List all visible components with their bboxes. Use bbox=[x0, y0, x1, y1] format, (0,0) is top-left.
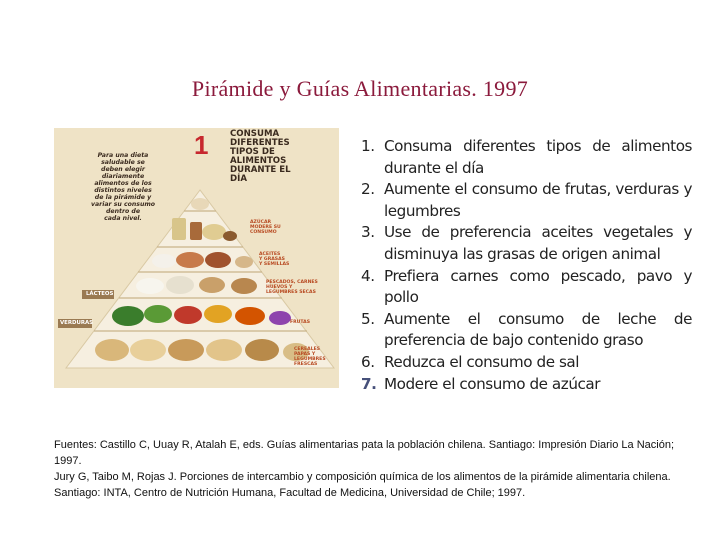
guideline-number: 5. bbox=[361, 309, 375, 328]
pyramid-level-label: FRUTAS bbox=[290, 320, 311, 325]
guideline-item bbox=[361, 222, 692, 265]
guideline-text: Consuma diferentes tipos de alimentos durante el día bbox=[384, 137, 692, 177]
guideline-text: Aumente el consumo de leche de preferencia de bajo contenido graso bbox=[384, 309, 692, 350]
source-reference: Jury G, Taibo M, Rojas J. Porciones de intercambio y composición química de los alimentos de la pirámide alimentaria chilena. Santiago: INTA, Centro de Nutrición Humana, Facultad de Medicina, Universidad de Chile; 1997. bbox=[54, 471, 671, 499]
pyramid-level-label: AZÚCAR MODERE SU CONSUMO bbox=[250, 220, 281, 235]
pyramid-level-label: PESCADOS, CARNES HUEVOS Y LEGUMBRES SECAS bbox=[266, 280, 318, 295]
guideline-number: 4. bbox=[361, 266, 375, 285]
guideline-text: Reduzca el consumo de sal bbox=[384, 352, 580, 371]
pyramid-side-label: LÁCTEOS bbox=[86, 291, 114, 297]
guideline-item bbox=[361, 136, 692, 179]
guideline-item bbox=[361, 374, 692, 396]
source-reference: Fuentes: Castillo C, Uuay R, Atalah E, eds. Guías alimentarias pata la población chilena. Santiago: Impresión Diario La Nación; 1997. bbox=[54, 439, 674, 467]
food-pyramid-image bbox=[54, 128, 339, 388]
pyramid-intro: Para una dieta saludable se deben elegir diariamente alimentos de los distintos niveles de la pirámide y variar su consumo dentro de cada nivel. bbox=[90, 152, 156, 222]
guideline-item bbox=[361, 266, 692, 309]
guideline-item bbox=[361, 309, 692, 352]
guideline-text: Use de preferencia aceites vegetales y disminuya las grasas de origen animal bbox=[384, 223, 692, 263]
pyramid-level-label: ACEITES Y GRASAS Y SEMILLAS bbox=[259, 252, 290, 267]
guideline-number: 7. bbox=[361, 374, 377, 393]
sources-note bbox=[54, 437, 694, 501]
guideline-text: Prefiera carnes como pescado, pavo y pollo bbox=[384, 266, 692, 307]
guidelines-panel bbox=[351, 128, 697, 404]
guideline-text: Aumente el consumo de frutas, verduras y legumbres bbox=[384, 180, 692, 220]
guideline-text: Modere el consumo de azúcar bbox=[384, 374, 601, 393]
guideline-number: 6. bbox=[361, 352, 375, 371]
guideline-number: 2. bbox=[361, 180, 375, 199]
guideline-number: 3. bbox=[361, 223, 375, 242]
pyramid-level-label: CEREALES PAPAS Y LEGUMBRES FRESCAS bbox=[294, 347, 326, 367]
pyramid-number: 1 bbox=[194, 130, 209, 160]
guideline-item bbox=[361, 352, 692, 374]
guideline-item bbox=[361, 179, 692, 222]
guidelines-list bbox=[361, 136, 692, 395]
guideline-number: 1. bbox=[361, 137, 375, 155]
pyramid-heading: CONSUMA DIFERENTES TIPOS DE ALIMENTOS DURANTE EL DÍA bbox=[230, 129, 291, 184]
page-title: Pirámide y Guías Alimentarias. 1997 bbox=[191, 76, 529, 101]
pyramid-side-label: VERDURAS bbox=[60, 320, 94, 326]
